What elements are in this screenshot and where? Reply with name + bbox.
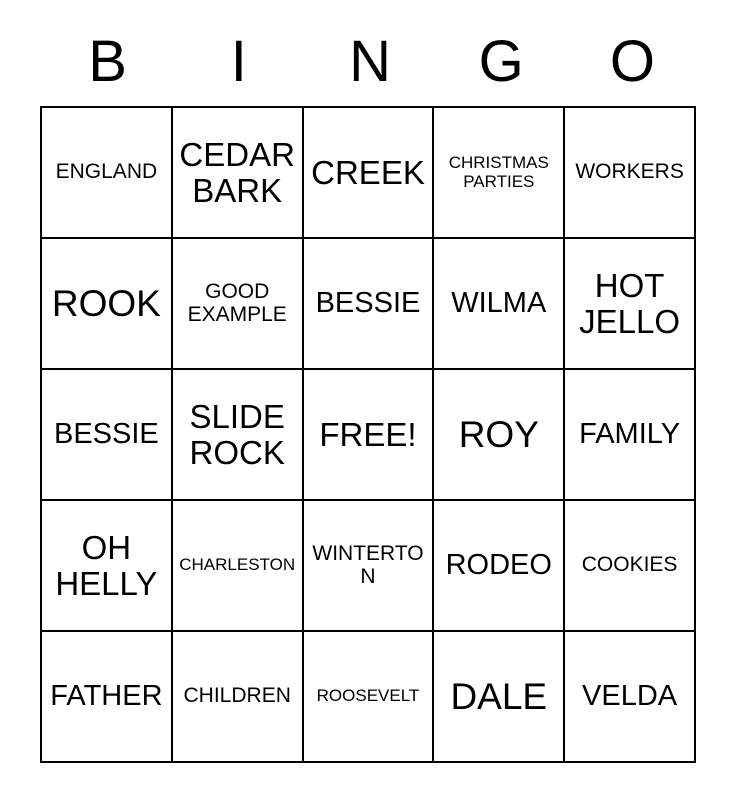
bingo-cell[interactable] bbox=[304, 108, 435, 239]
bingo-cell-label: CHRISTMAS PARTIES bbox=[448, 153, 549, 191]
bingo-cell-label: GOOD EXAMPLE bbox=[187, 279, 287, 326]
bingo-cell[interactable] bbox=[565, 370, 696, 501]
bingo-cell-label: ROY bbox=[458, 413, 539, 455]
bingo-cell[interactable] bbox=[173, 108, 304, 239]
bingo-cell-label: COOKIES bbox=[581, 553, 678, 577]
bingo-cell[interactable] bbox=[304, 501, 435, 632]
bingo-cell[interactable] bbox=[173, 632, 304, 763]
bingo-cell[interactable] bbox=[42, 370, 173, 501]
bingo-cell-label: OH HELLY bbox=[55, 528, 158, 602]
bingo-cell-label: FREE! bbox=[319, 415, 417, 453]
bingo-cell-label: ROOSEVELT bbox=[316, 686, 420, 706]
header-letter-b: B bbox=[88, 29, 127, 94]
bingo-cell[interactable] bbox=[434, 239, 565, 370]
bingo-cell-label: BESSIE bbox=[315, 286, 421, 319]
bingo-cell[interactable] bbox=[434, 370, 565, 501]
header-letter-n: N bbox=[349, 29, 391, 94]
bingo-cell[interactable] bbox=[173, 501, 304, 632]
header-letter-i: I bbox=[230, 29, 247, 94]
header-letter-o: O bbox=[609, 29, 655, 94]
bingo-cell[interactable] bbox=[173, 370, 304, 501]
header-letter-g: G bbox=[478, 29, 524, 94]
bingo-cell[interactable] bbox=[42, 239, 173, 370]
bingo-cell-label: CHILDREN bbox=[183, 684, 291, 708]
bingo-cell[interactable] bbox=[42, 632, 173, 763]
bingo-cell-label: VELDA bbox=[582, 679, 678, 712]
bingo-cell[interactable] bbox=[42, 108, 173, 239]
bingo-header bbox=[38, 0, 698, 96]
bingo-cell[interactable] bbox=[434, 501, 565, 632]
bingo-cell-label: SLIDE ROCK bbox=[189, 397, 285, 471]
bingo-cell[interactable] bbox=[173, 239, 304, 370]
bingo-cell-label: DALE bbox=[450, 675, 548, 717]
bingo-grid bbox=[40, 106, 696, 763]
bingo-cell-label: ROOK bbox=[51, 282, 161, 324]
bingo-cell[interactable] bbox=[565, 501, 696, 632]
bingo-cell[interactable] bbox=[565, 239, 696, 370]
bingo-cell-free[interactable] bbox=[304, 370, 435, 501]
bingo-cell[interactable] bbox=[304, 239, 435, 370]
bingo-cell[interactable] bbox=[565, 108, 696, 239]
bingo-cell-label: CHARLESTON bbox=[179, 555, 296, 575]
bingo-cell-label: WILMA bbox=[451, 286, 547, 319]
bingo-cell[interactable] bbox=[42, 501, 173, 632]
bingo-cell-label: HOT JELLO bbox=[579, 266, 681, 340]
bingo-cell-label: WORKERS bbox=[575, 160, 684, 184]
bingo-cell[interactable] bbox=[434, 632, 565, 763]
bingo-cell-label: CREEK bbox=[311, 153, 425, 191]
bingo-cell[interactable] bbox=[434, 108, 565, 239]
bingo-cell-label: BESSIE bbox=[54, 417, 159, 450]
bingo-cell-label: FATHER bbox=[50, 679, 163, 712]
bingo-cell-label: CEDAR BARK bbox=[179, 135, 295, 209]
bingo-cell[interactable] bbox=[304, 632, 435, 763]
bingo-cell[interactable] bbox=[565, 632, 696, 763]
bingo-cell-label: ENGLAND bbox=[55, 160, 158, 184]
bingo-cell-label: FAMILY bbox=[579, 417, 681, 450]
bingo-cell-label: RODEO bbox=[445, 548, 552, 581]
bingo-cell-label: WINTERTON bbox=[312, 541, 424, 588]
